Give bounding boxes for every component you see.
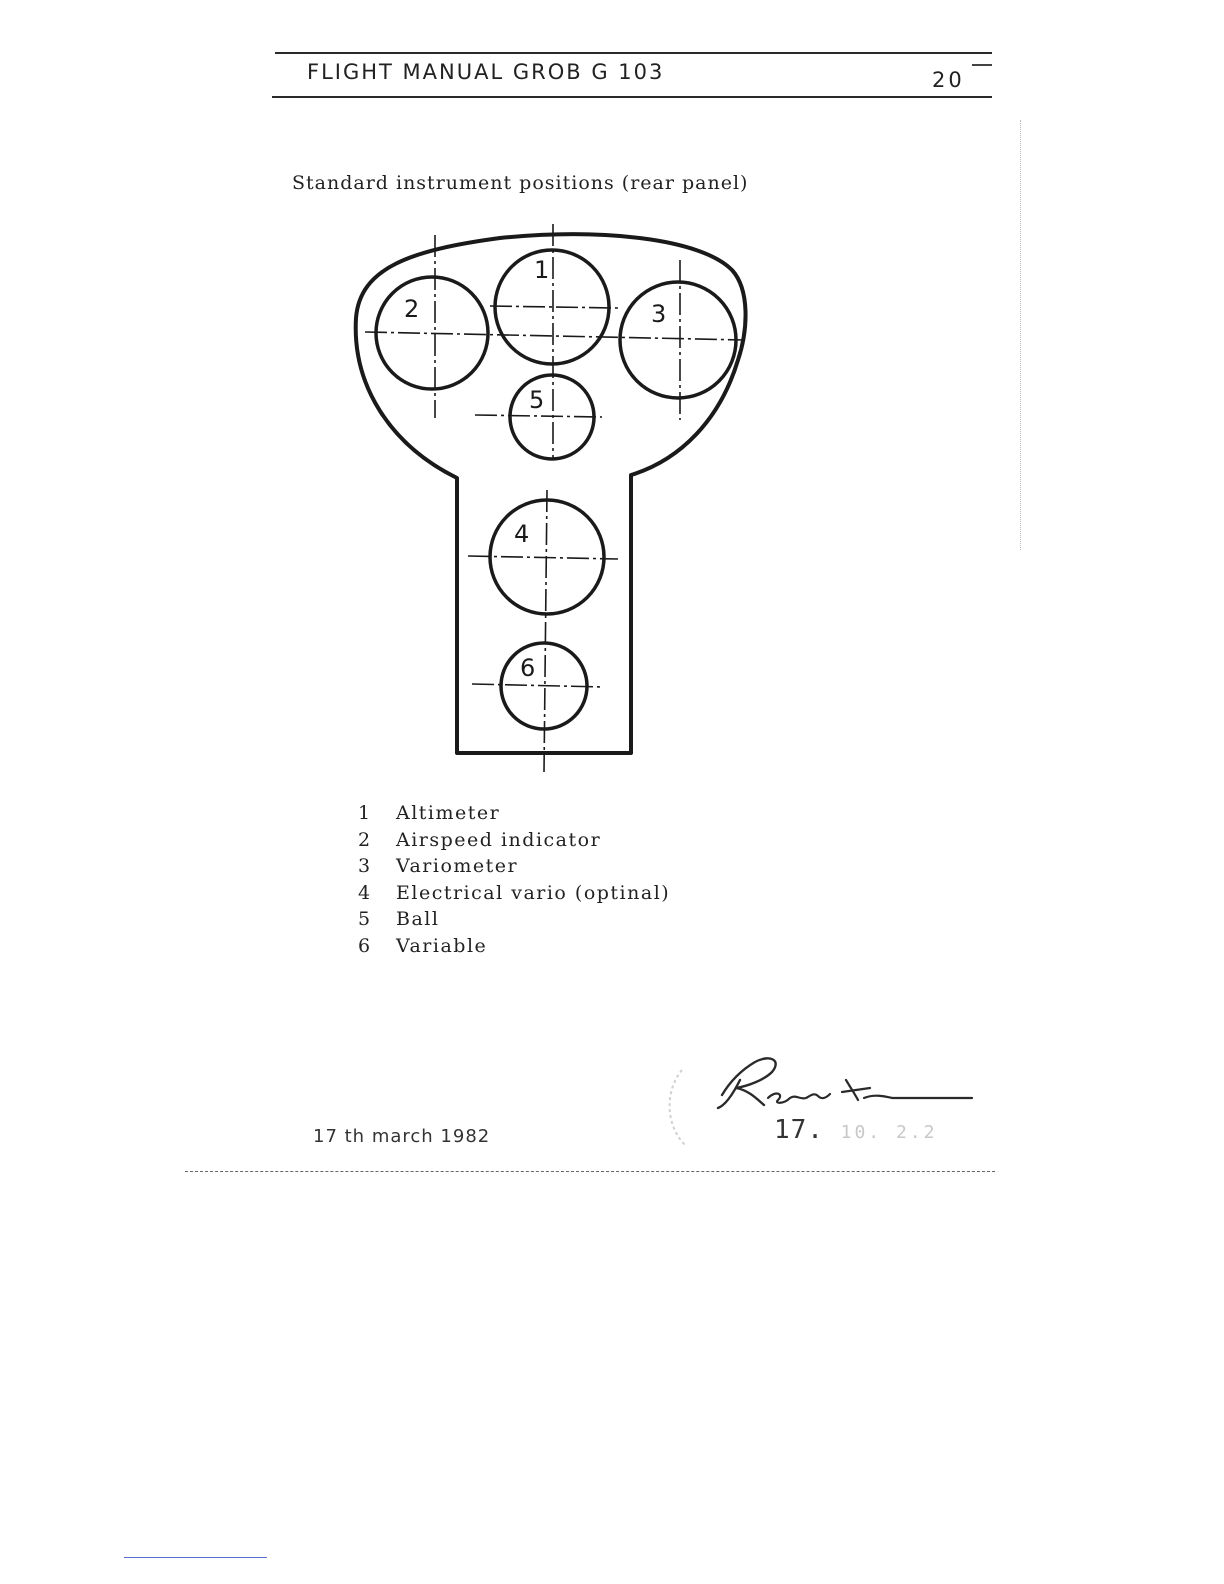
header-rule-bottom [272, 96, 992, 98]
legend-label: Ball [396, 908, 440, 931]
legend-label: Airspeed indicator [396, 828, 602, 851]
legend-number: 1 [358, 802, 372, 825]
instrument-circle-3 [620, 282, 736, 398]
legend-number: 5 [358, 908, 372, 931]
header-title: FLIGHT MANUAL GROB G 103 [307, 60, 665, 84]
legend-item [358, 853, 670, 880]
figure-caption: Standard instrument positions (rear panel) [292, 172, 749, 194]
instrument-legend [358, 800, 670, 959]
legend-number: 2 [358, 828, 372, 851]
legend-number: 4 [358, 881, 372, 904]
instrument-number-1: 1 [534, 256, 550, 284]
legend-label: Variometer [396, 855, 519, 878]
legend-label: Electrical vario (optinal) [396, 881, 671, 904]
legend-label: Variable [396, 934, 488, 957]
legend-item [358, 880, 670, 907]
legend-item [358, 933, 670, 960]
page-number: 20 [932, 68, 965, 92]
stamp-date [774, 1115, 937, 1145]
header-rule-stub [972, 64, 992, 66]
legend-item [358, 906, 670, 933]
instrument-number-5: 5 [529, 386, 545, 414]
footer-date: 17 th march 1982 [313, 1126, 491, 1147]
instrument-number-6: 6 [520, 654, 536, 682]
stamp-date-faded: 10. 2.2 [840, 1122, 938, 1143]
legend-number: 6 [358, 934, 372, 957]
legend-label: Altimeter [396, 802, 501, 825]
center-lines [365, 224, 745, 772]
stamp-date-visible: 17. [774, 1115, 824, 1145]
instrument-number-3: 3 [651, 300, 667, 328]
link-underline [124, 1557, 267, 1558]
margin-mark [1020, 120, 1021, 550]
legend-item [358, 827, 670, 854]
instrument-number-2: 2 [404, 295, 420, 323]
legend-number: 3 [358, 855, 372, 878]
instrument-number-4: 4 [514, 520, 530, 548]
legend-item [358, 800, 670, 827]
footer-rule [185, 1171, 995, 1172]
header-rule-top [275, 52, 992, 54]
instrument-panel-diagram [340, 220, 760, 780]
